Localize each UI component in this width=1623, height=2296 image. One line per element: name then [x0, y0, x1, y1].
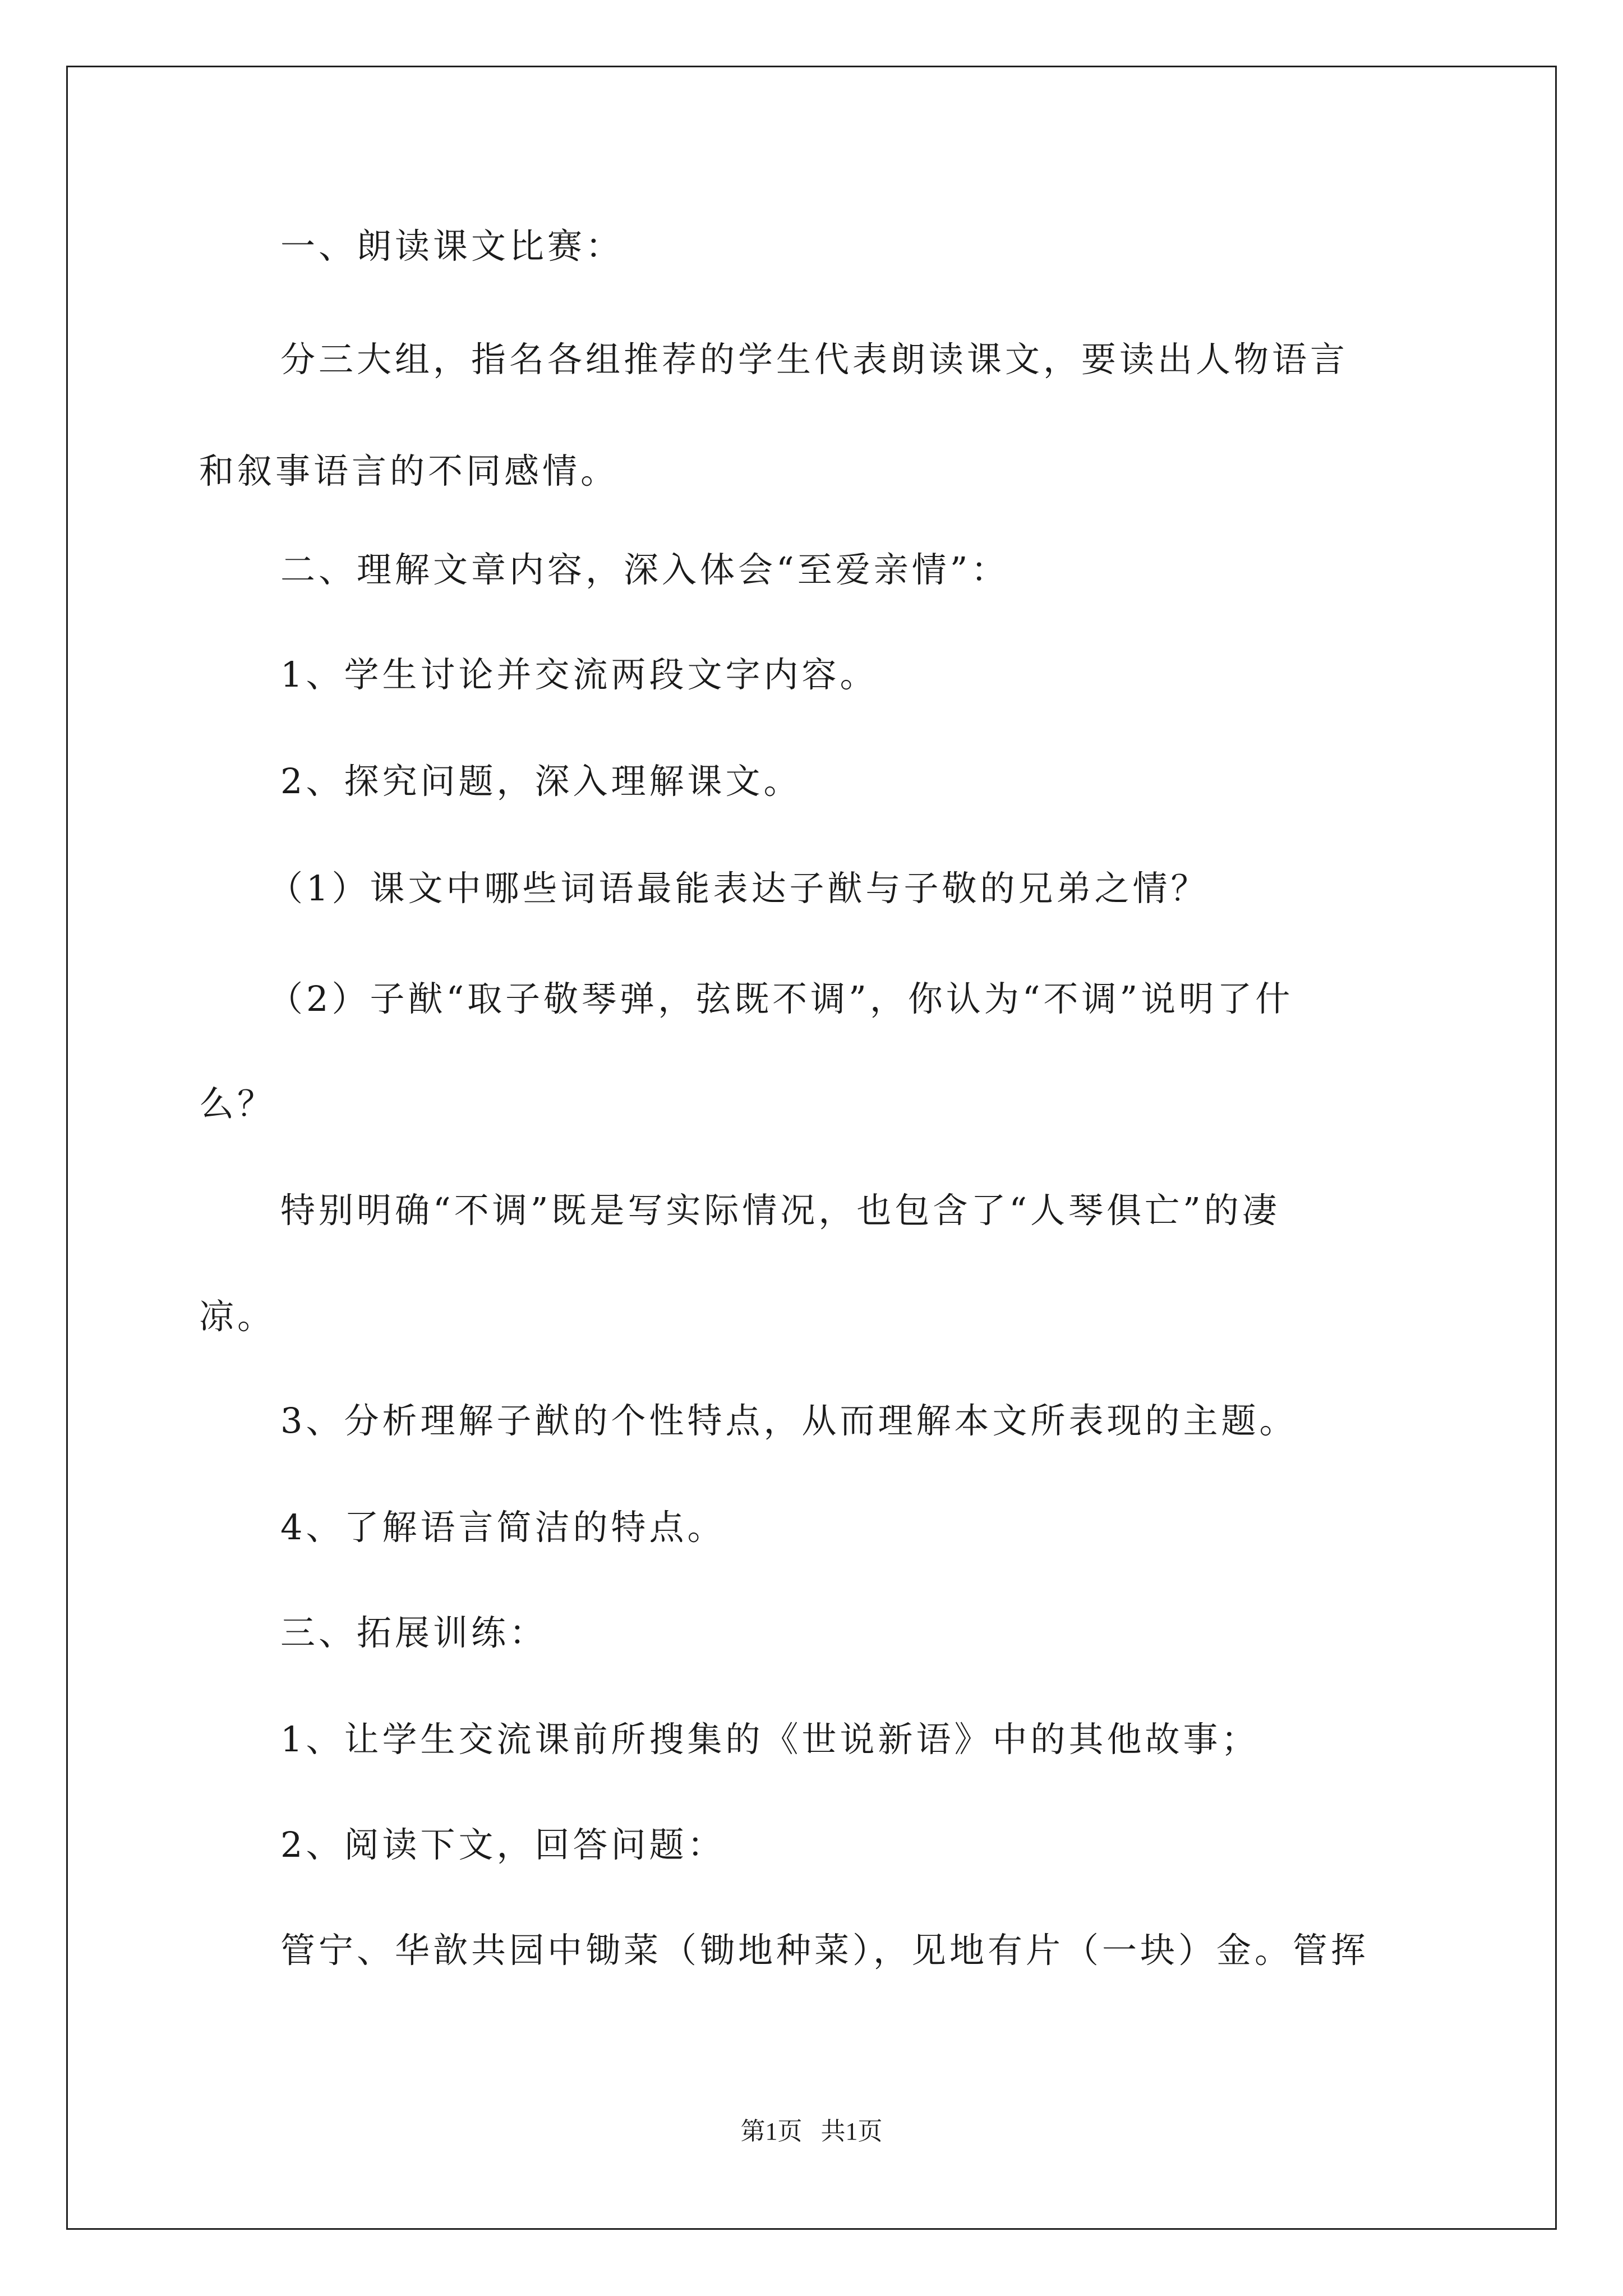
list-item: 4、了解语言简洁的特点。 [280, 1507, 726, 1548]
heading-understand-content: 二、理解文章内容，深入体会“至爱亲情”： [280, 549, 1009, 590]
list-item: 2、探究问题，深入理解课文。 [280, 761, 802, 802]
sub-question: （2）子猷“取子敬琴弹，弦既不调”，你认为“不调”说明了什 [268, 978, 1294, 1019]
paragraph-line: 分三大组，指名各组推荐的学生代表朗读课文，要读出人物语言 [280, 339, 1349, 380]
paragraph-line: 和叙事语言的不同感情。 [199, 450, 619, 491]
heading-reading-contest: 一、朗读课文比赛： [280, 226, 624, 266]
list-item: 2、阅读下文，回答问题： [280, 1824, 726, 1865]
list-item: 1、学生讨论并交流两段文字内容。 [280, 654, 878, 695]
paragraph-line: 凉。 [199, 1296, 276, 1337]
paragraph-line: 管宁、华歆共园中锄菜（锄地种菜），见地有片（一块）金。管挥 [280, 1930, 1370, 1971]
heading-extension-training: 三、拓展训练： [280, 1612, 548, 1653]
paragraph-line: 特别明确“不调”既是写实际情况，也包含了“人琴俱亡”的凄 [280, 1190, 1280, 1231]
page-number-footer: 第1页 共1页 [740, 2118, 883, 2145]
list-item: 1、让学生交流课前所搜集的《世说新语》中的其他故事； [280, 1719, 1260, 1760]
paragraph-line: 么？ [199, 1083, 276, 1124]
list-item: 3、分析理解子猷的个性特点，从而理解本文所表现的主题。 [280, 1400, 1298, 1441]
page-border [66, 66, 1557, 2230]
sub-question: （1）课文中哪些词语最能表达子猷与子敬的兄弟之情？ [268, 868, 1209, 909]
